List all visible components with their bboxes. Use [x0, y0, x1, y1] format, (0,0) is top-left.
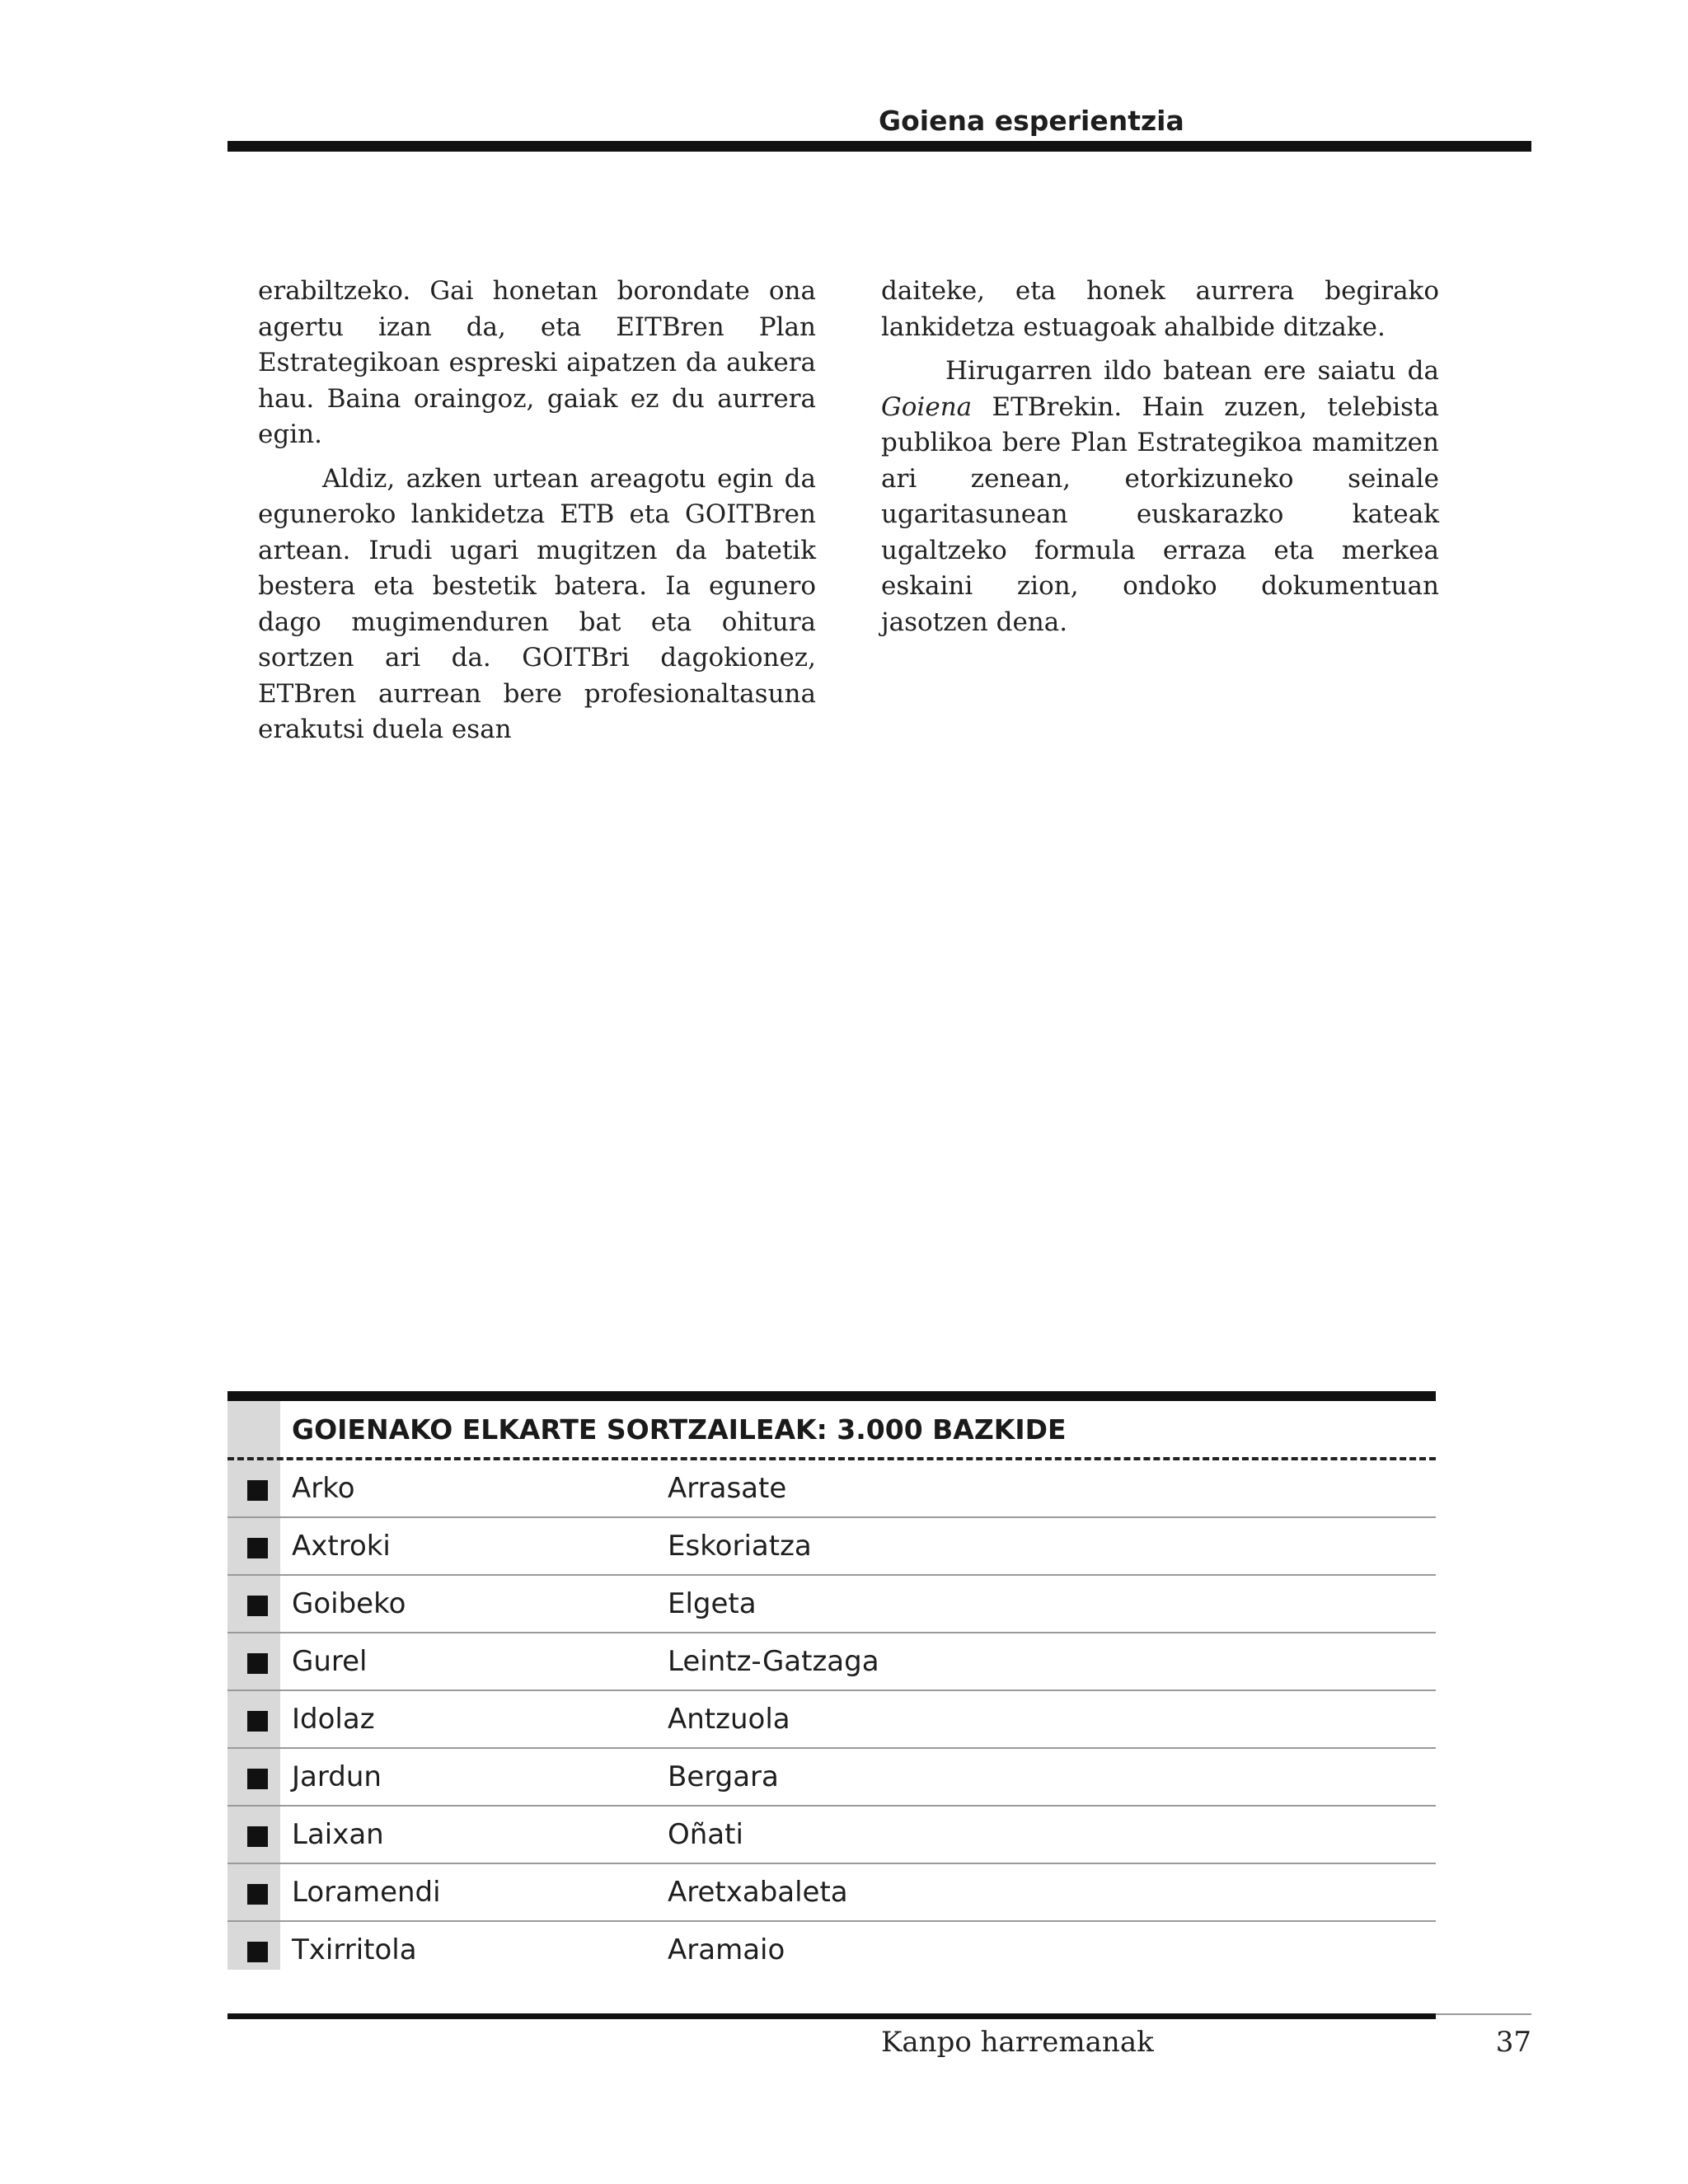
table-row — [227, 1922, 1436, 1978]
square-bullet-icon — [247, 1769, 268, 1789]
square-bullet-icon — [247, 1538, 268, 1558]
table-row — [227, 1460, 1436, 1518]
town-name: Eskoriatza — [668, 1530, 812, 1563]
square-bullet-icon — [247, 1653, 268, 1674]
square-bullet-icon — [247, 1826, 268, 1847]
associations-table — [227, 1391, 1436, 1978]
association-name: Idolaz — [292, 1703, 375, 1736]
town-name: Antzuola — [668, 1703, 790, 1736]
town-name: Aramaio — [668, 1933, 785, 1966]
town-name: Oñati — [668, 1818, 743, 1851]
paragraph: erabiltzeko. Gai honetan borondate ona agertu izan da, eta EITBren Plan Estrategikoan espreski aipatzen da aukera hau. Baina oraingoz, gaiak ez du aurrera egin. — [258, 276, 816, 449]
square-bullet-icon — [247, 1480, 268, 1501]
town-name: Elgeta — [668, 1587, 757, 1620]
text-column-right — [881, 274, 1439, 649]
town-name: Bergara — [668, 1760, 779, 1793]
association-name: Txirritola — [292, 1933, 417, 1966]
table-body — [227, 1401, 1436, 1978]
table-row — [227, 1807, 1436, 1864]
association-name: Laixan — [292, 1818, 384, 1851]
footer-section-label: Kanpo harremanak — [881, 2026, 1154, 2059]
table-heading: GOIENAKO ELKARTE SORTZAILEAK: 3.000 BAZKIDE — [292, 1413, 1067, 1446]
footer-rule — [227, 2013, 1436, 2019]
square-bullet-icon — [247, 1884, 268, 1905]
table-row — [227, 1518, 1436, 1576]
table-row — [227, 1864, 1436, 1922]
italic-term: Goiena — [881, 391, 973, 422]
page-number: 37 — [1495, 2026, 1531, 2059]
paragraph-text: ETBrekin. Hain zuzen, telebista publikoa bere Plan Estrategikoa mamitzen ari zenean, etorkizuneko seinale ugaritasunean euskarazko kateak ugaltzeko formula erraza eta merkea eskaini zion, ondoko dokumentuan jasotzen dena. — [881, 391, 1439, 637]
paragraph: Aldiz, azken urtean areagotu egin da eguneroko lankidetza ETB eta GOITBren artean. Irudi ugari mugitzen da batetik bestera eta bestetik batera. Ia egunero dago mugimenduren bat eta ohitura sortzen ari da. GOITBri dagokionez, ETBren aurrean bere profesionaltasuna erakutsi duela esan — [258, 463, 816, 744]
square-bullet-icon — [247, 1596, 268, 1616]
town-name: Aretxabaleta — [668, 1876, 848, 1909]
town-name: Arrasate — [668, 1472, 787, 1505]
town-name: Leintz-Gatzaga — [668, 1645, 879, 1678]
association-name: Loramendi — [292, 1876, 441, 1909]
square-bullet-icon — [247, 1711, 268, 1732]
paragraph — [881, 354, 1439, 640]
table-row — [227, 1576, 1436, 1633]
association-name: Gurel — [292, 1645, 368, 1678]
text-column-left — [258, 274, 816, 757]
footer-rule-thin — [1436, 2013, 1531, 2015]
paragraph: daiteke, eta honek aurrera begirako lankidetza estuagoak ahalbide ditzake. — [881, 276, 1439, 342]
table-row — [227, 1691, 1436, 1749]
header-rule — [227, 141, 1531, 152]
header-title: Goiena esperientzia — [879, 105, 1184, 137]
table-top-rule — [227, 1391, 1436, 1401]
association-name: Jardun — [292, 1760, 382, 1793]
table-row — [227, 1749, 1436, 1807]
association-name: Goibeko — [292, 1587, 406, 1620]
association-name: Arko — [292, 1472, 355, 1505]
paragraph-text: Hirugarren ildo batean ere saiatu da — [945, 356, 1439, 386]
table-row — [227, 1633, 1436, 1691]
association-name: Axtroki — [292, 1530, 391, 1563]
table-rows — [227, 1460, 1436, 1978]
square-bullet-icon — [247, 1942, 268, 1962]
